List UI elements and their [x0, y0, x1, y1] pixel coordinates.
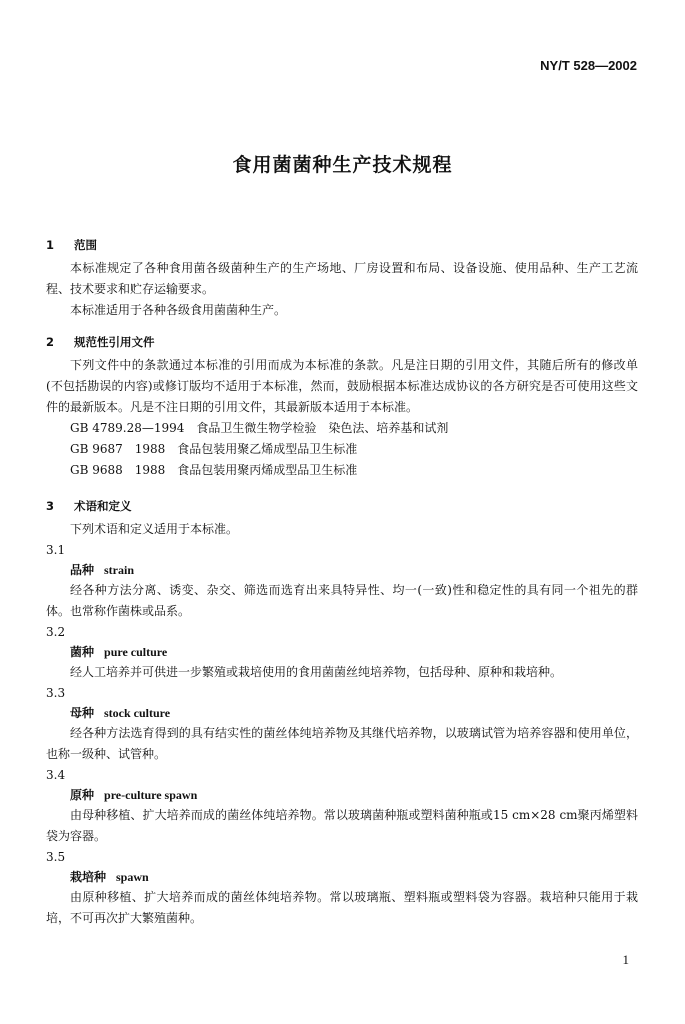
term-entry [46, 622, 638, 683]
section-title: 规范性引用文件 [74, 335, 155, 349]
scope-paragraph: 本标准规定了各种食用菌各级菌种生产的生产场地、厂房设置和布局、设备设施、使用品种、生产工艺流程、技术要求和贮存运输要求。 [46, 261, 638, 296]
document-title: 食用菌菌种生产技术规程 [232, 154, 453, 176]
term-name-zh: 品种 [70, 563, 95, 577]
term-name-zh: 栽培种 [70, 870, 107, 884]
reference-item: GB 9687 1988 食品包装用聚乙烯成型品卫生标准 [70, 442, 358, 456]
term-name [46, 642, 638, 662]
term-entry [46, 683, 638, 765]
term-definition: 由原种移植、扩大培养而成的菌丝体纯培养物。常以玻璃瓶、塑料瓶或塑料袋为容器。栽培种只能用于栽培，不可再次扩大繁殖菌种。 [46, 890, 638, 925]
normative-intro: 下列文件中的条款通过本标准的引用而成为本标准的条款。凡是注日期的引用文件，其随后所有的修改单(不包括勘误的内容)或修订版均不适用于本标准，然而，鼓励根据本标准达成协议的各方研究是否可使用这些文件的最新版本。凡是不注日期的引用文件，其最新版本适用于本标准。 [46, 358, 638, 414]
section-number: 2 [46, 335, 55, 349]
term-name [46, 703, 638, 723]
term-name [46, 867, 638, 887]
reference-item: GB 4789.28—1994 食品卫生微生物学检验 染色法、培养基和试剂 [70, 421, 449, 435]
term-name [46, 785, 638, 805]
section-heading-normative-references [46, 329, 638, 355]
section-heading-terms [46, 493, 638, 519]
section-heading-scope [46, 232, 638, 258]
term-name-zh: 母种 [70, 706, 95, 720]
section-title: 术语和定义 [74, 499, 132, 513]
page-number: 1 [622, 952, 629, 967]
term-definition: 经人工培养并可供进一步繁殖或栽培使用的食用菌菌丝纯培养物，包括母种、原种和栽培种。 [70, 665, 563, 679]
term-number: 3.2 [46, 625, 66, 639]
scope-paragraph: 本标准适用于各种各级食用菌菌种生产。 [70, 303, 287, 317]
term-name-en: spawn [116, 870, 149, 884]
term-number: 3.4 [46, 768, 66, 782]
term-definition: 经各种方法选育得到的具有结实性的菌丝体纯培养物及其继代培养物，以玻璃试管为培养容器和使用单位，也称一级种、试管种。 [46, 726, 638, 761]
term-entry [46, 540, 638, 622]
term-name-en: stock culture [104, 706, 171, 720]
term-name-zh: 原种 [70, 788, 95, 802]
term-name-en: pure culture [104, 645, 168, 659]
term-definition: 经各种方法分离、诱变、杂交、筛选而选育出来具特异性、均一(一致)性和稳定性的具有同一个祖先的群体。也常称作菌株或品系。 [46, 583, 638, 618]
reference-item: GB 9688 1988 食品包装用聚丙烯成型品卫生标准 [70, 463, 358, 477]
section-number: 1 [46, 238, 55, 252]
term-entry [46, 847, 638, 929]
term-name [46, 560, 638, 580]
term-number: 3.3 [46, 686, 66, 700]
section-number: 3 [46, 499, 55, 513]
terms-intro: 下列术语和定义适用于本标准。 [70, 522, 239, 536]
section-title: 范围 [74, 238, 97, 252]
term-name-en: pre-culture spawn [104, 788, 198, 802]
document-body [46, 232, 638, 929]
term-entry [46, 765, 638, 847]
term-name-en: strain [104, 563, 135, 577]
term-number: 3.1 [46, 543, 66, 557]
standard-number: NY/T 528—2002 [540, 58, 637, 73]
term-number: 3.5 [46, 850, 66, 864]
term-name-zh: 菌种 [70, 645, 95, 659]
term-definition: 由母种移植、扩大培养而成的菌丝体纯培养物。常以玻璃菌种瓶或塑料菌种瓶或15 cm×28 cm聚丙烯塑料袋为容器。 [46, 808, 638, 843]
